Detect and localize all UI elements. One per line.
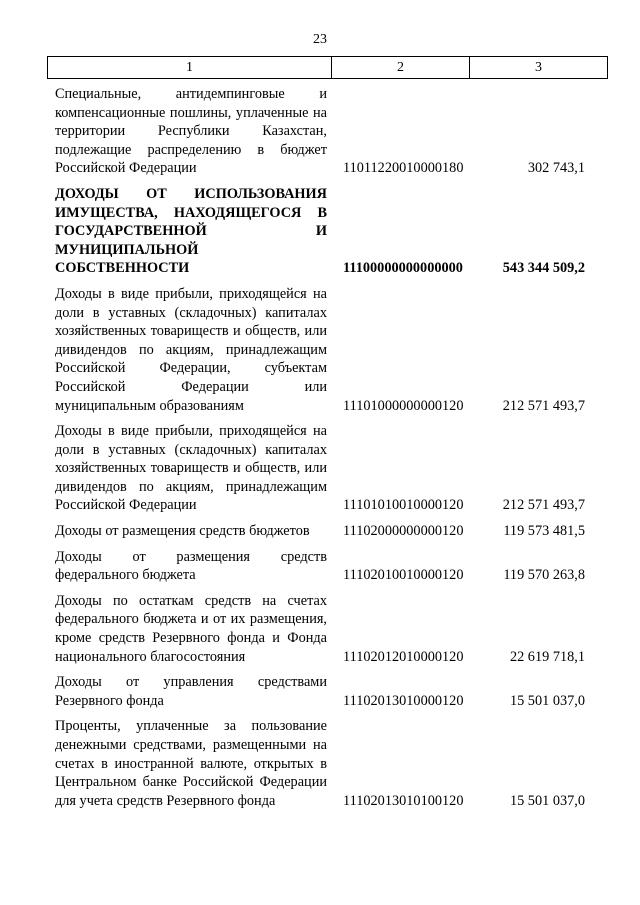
- table-row: [55, 185, 585, 278]
- row-name: Проценты, уплаченные за пользование денежными средствами, размещенными на счетах в иностранной валюте, открытых в Центральном банке Российской Федерации для учета средств Резервного фонда: [55, 718, 327, 809]
- table-row: [55, 285, 585, 415]
- row-amount: 212 571 493,7: [502, 497, 585, 514]
- row-name: Доходы от размещения средств федерального бюджета: [55, 548, 327, 584]
- row-amount: 22 619 718,1: [509, 648, 585, 665]
- row-amount: 119 573 481,5: [503, 523, 585, 540]
- row-name: Доходы от управления средствами Резервного фонда: [55, 674, 327, 709]
- row-code: 11102012010000120: [343, 648, 464, 665]
- table-row: [55, 592, 585, 666]
- row-name: Доходы по остаткам средств на счетах федерального бюджета и от их размещения, кроме средств Резервного фонда и Фонда национального благосостояния: [55, 592, 327, 665]
- row-code: 11100000000000000: [343, 260, 463, 277]
- table-row: [55, 522, 585, 541]
- row-amount: 15 501 037,0: [509, 792, 585, 809]
- row-code: 11101010010000120: [343, 497, 464, 514]
- row-amount: 543 344 509,2: [502, 260, 585, 277]
- table-row: [55, 548, 585, 585]
- table-row: [55, 85, 585, 178]
- row-code: 11102010010000120: [343, 567, 464, 584]
- table-row: [55, 673, 585, 710]
- row-name: ДОХОДЫ ОТ ИСПОЛЬЗОВАНИЯ ИМУЩЕСТВА, НАХОДЯЩЕГОСЯ В ГОСУДАРСТВЕННОЙ И МУНИЦИПАЛЬНОЙ СОБСТВЕННОСТИ: [55, 185, 327, 277]
- row-amount: 212 571 493,7: [502, 397, 585, 414]
- page-number: 23: [313, 32, 327, 47]
- row-code: 11102000000000120: [343, 523, 464, 540]
- row-name: Доходы в виде прибыли, приходящейся на доли в уставных (складочных) капиталах хозяйственных товариществ и обществ, или дивидендов по акциям, принадлежащим Российской Федерации: [55, 423, 327, 514]
- row-amount: 302 743,1: [527, 160, 585, 177]
- row-code: 11101000000000120: [343, 397, 464, 414]
- row-code: 11011220010000180: [343, 160, 464, 177]
- row-code: 11102013010100120: [343, 792, 464, 809]
- row-name: Специальные, антидемпинговые и компенсационные пошлины, уплаченные на территории Республики Казахстан, подлежащие распределению в бюджет Российской Федерации: [55, 86, 327, 177]
- header-col-2: 2: [332, 57, 470, 78]
- table-header: [47, 56, 608, 79]
- row-name: Доходы в виде прибыли, приходящейся на доли в уставных (складочных) капиталах хозяйственных товариществ и обществ, или дивидендов по акциям, принадлежащим Российской Федерации, субъектам Российской Федерации или муниципальным образованиям: [55, 285, 327, 414]
- row-amount: 15 501 037,0: [509, 692, 585, 709]
- table-row: [55, 717, 585, 810]
- row-code: 11102013010000120: [343, 692, 464, 709]
- row-amount: 119 570 263,8: [503, 567, 585, 584]
- row-name: Доходы от размещения средств бюджетов: [55, 523, 310, 540]
- header-col-3: 3: [535, 59, 542, 75]
- table-body: [55, 79, 585, 810]
- header-col-1: 1: [48, 57, 332, 78]
- table-row: [55, 422, 585, 515]
